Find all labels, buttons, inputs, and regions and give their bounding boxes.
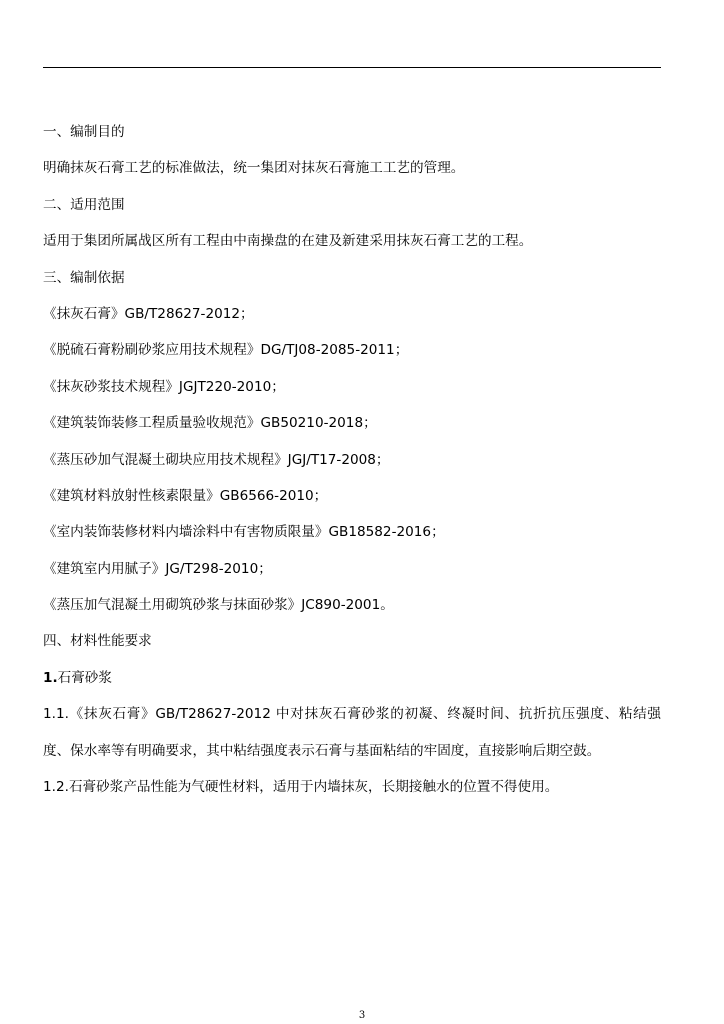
reference-item: 《建筑室内用腻子》JG/T298-2010； bbox=[43, 560, 272, 577]
document-body bbox=[43, 114, 668, 805]
reference-item: 《抹灰石膏》GB/T28627-2012； bbox=[43, 305, 254, 322]
section-heading-purpose: 一、编制目的 bbox=[43, 124, 125, 140]
section-body-purpose: 明确抹灰石膏工艺的标准做法，统一集团对抹灰石膏施工工艺的管理。 bbox=[43, 160, 465, 177]
reference-item: 《脱硫石膏粉刷砂浆应用技术规程》DG/TJ08-2085-2011； bbox=[43, 342, 409, 359]
subsection-heading-gypsum-mortar bbox=[43, 660, 668, 696]
reference-item: 《抹灰砂浆技术规程》JGJT220-2010； bbox=[43, 378, 285, 395]
subsection-title: 石膏砂浆 bbox=[57, 669, 112, 686]
section-heading-material: 四、材料性能要求 bbox=[43, 633, 152, 650]
paragraph-1-2: 1.2.石膏砂浆产品性能为气硬性材料，适用于内墙抹灰，长期接触水的位置不得使用。 bbox=[43, 779, 559, 796]
section-heading-scope: 二、适用范围 bbox=[43, 196, 125, 213]
section-heading-basis: 三、编制依据 bbox=[43, 269, 125, 286]
reference-item: 《蒸压砂加气混凝土砌块应用技术规程》JGJ/T17-2008； bbox=[43, 451, 390, 468]
section-body-scope: 适用于集团所属战区所有工程由中南操盘的在建及新建采用抹灰石膏工艺的工程。 bbox=[43, 233, 533, 250]
paragraph-1-1: 1.1.《抹灰石膏》GB/T28627-2012 中对抹灰石膏砂浆的初凝、终凝时间、抗折抗压强度、粘结强度、保水率等有明确要求，其中粘结强度表示石膏与基面粘结的牢固度，直接影响后期空鼓。 bbox=[43, 706, 661, 759]
page-number: 3 bbox=[358, 1010, 366, 1021]
reference-item: 《蒸压加气混凝土用砌筑砂浆与抹面砂浆》JC890-2001。 bbox=[43, 597, 394, 614]
reference-item: 《建筑材料放射性核素限量》GB6566-2010； bbox=[43, 487, 328, 504]
header-rule bbox=[43, 67, 661, 68]
reference-item: 《室内装饰装修材料内墙涂料中有害物质限量》GB18582-2016； bbox=[43, 524, 445, 541]
reference-item: 《建筑装饰装修工程质量验收规范》GB50210-2018； bbox=[43, 415, 377, 432]
subsection-number: 1. bbox=[43, 669, 58, 686]
